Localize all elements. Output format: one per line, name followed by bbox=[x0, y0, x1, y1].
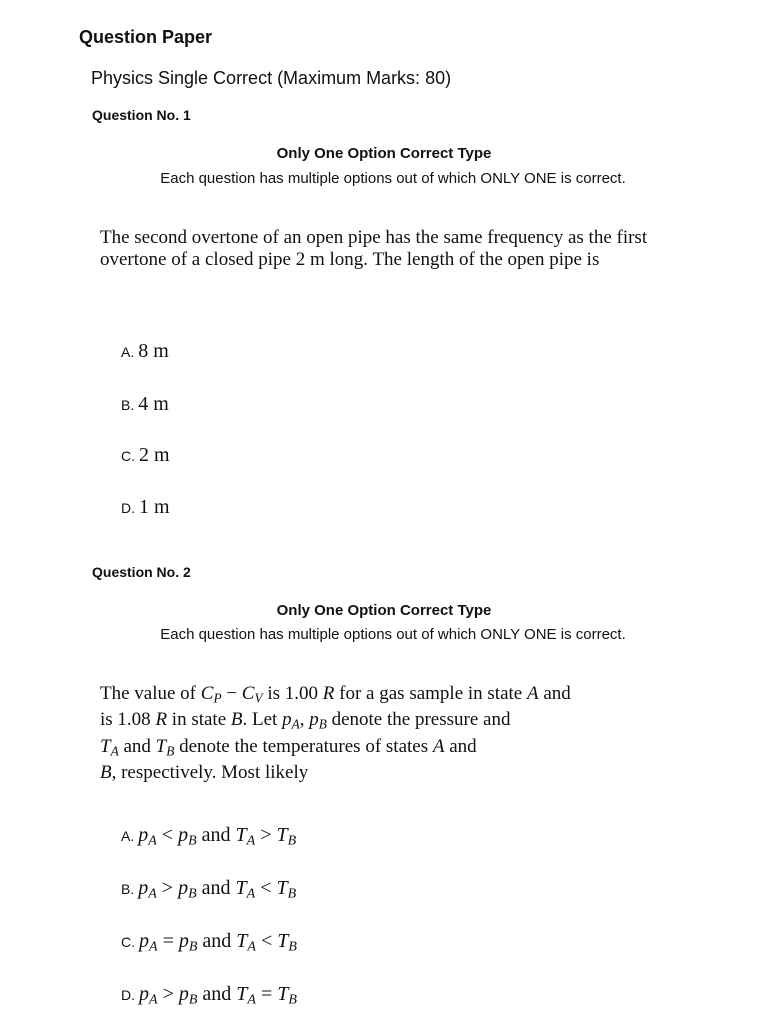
option-d[interactable] bbox=[121, 983, 297, 1009]
question-number: Question No. 1 bbox=[92, 107, 191, 123]
question-text: The second overtone of an open pipe has the same frequency as the first overtone of a closed pipe 2 m long. The length of the open pipe is bbox=[100, 227, 648, 270]
option-text: $p_A > p_B$ and $T_A < T_B$ bbox=[138, 877, 297, 902]
question-type-description: Each question has multiple options out of which ONLY ONE is correct. bbox=[160, 170, 626, 187]
question-text-line: The value of $C_P - C_V$ is 1.00 R for a gas sample in state A and bbox=[100, 683, 571, 706]
option-a[interactable] bbox=[121, 340, 169, 363]
option-letter: D. bbox=[121, 500, 135, 516]
paper-title: Question Paper bbox=[79, 27, 213, 47]
question-text-line: is 1.08 R in state B. Let $p_A$, $p_B$ denote the pressure and bbox=[100, 709, 511, 732]
section-title: Physics Single Correct (Maximum Marks: 80) bbox=[91, 68, 452, 88]
option-letter: A. bbox=[121, 344, 135, 360]
option-d[interactable] bbox=[121, 496, 170, 519]
option-letter: B. bbox=[121, 397, 135, 413]
option-letter: D. bbox=[121, 987, 135, 1003]
question-type-heading: Only One Option Correct Type bbox=[276, 145, 492, 162]
question-text-line: B, respectively. Most likely bbox=[100, 761, 309, 783]
option-text: $p_A > p_B$ and $T_A = T_B$ bbox=[139, 983, 297, 1008]
question-type-description: Each question has multiple options out of which ONLY ONE is correct. bbox=[160, 626, 626, 643]
option-a[interactable] bbox=[121, 824, 296, 850]
option-text: $p_A < p_B$ and $T_A > T_B$ bbox=[138, 824, 297, 849]
option-text: $p_A = p_B$ and $T_A < T_B$ bbox=[139, 930, 297, 955]
option-text: 4 m bbox=[138, 393, 169, 415]
option-letter: A. bbox=[121, 828, 135, 844]
question-text bbox=[100, 683, 700, 784]
option-b[interactable] bbox=[121, 877, 296, 903]
question-number: Question No. 2 bbox=[92, 564, 191, 580]
option-b[interactable] bbox=[121, 393, 169, 416]
option-text: 8 m bbox=[138, 340, 169, 362]
option-letter: C. bbox=[121, 448, 135, 464]
option-c[interactable] bbox=[121, 930, 297, 956]
option-text: 1 m bbox=[139, 496, 170, 518]
option-letter: B. bbox=[121, 881, 135, 897]
question-type-heading: Only One Option Correct Type bbox=[276, 602, 492, 619]
option-c[interactable] bbox=[121, 444, 170, 467]
question-text-line: $T_A$ and $T_B$ denote the temperatures of states A and bbox=[100, 735, 477, 758]
option-text: 2 m bbox=[139, 444, 170, 466]
option-letter: C. bbox=[121, 934, 135, 950]
